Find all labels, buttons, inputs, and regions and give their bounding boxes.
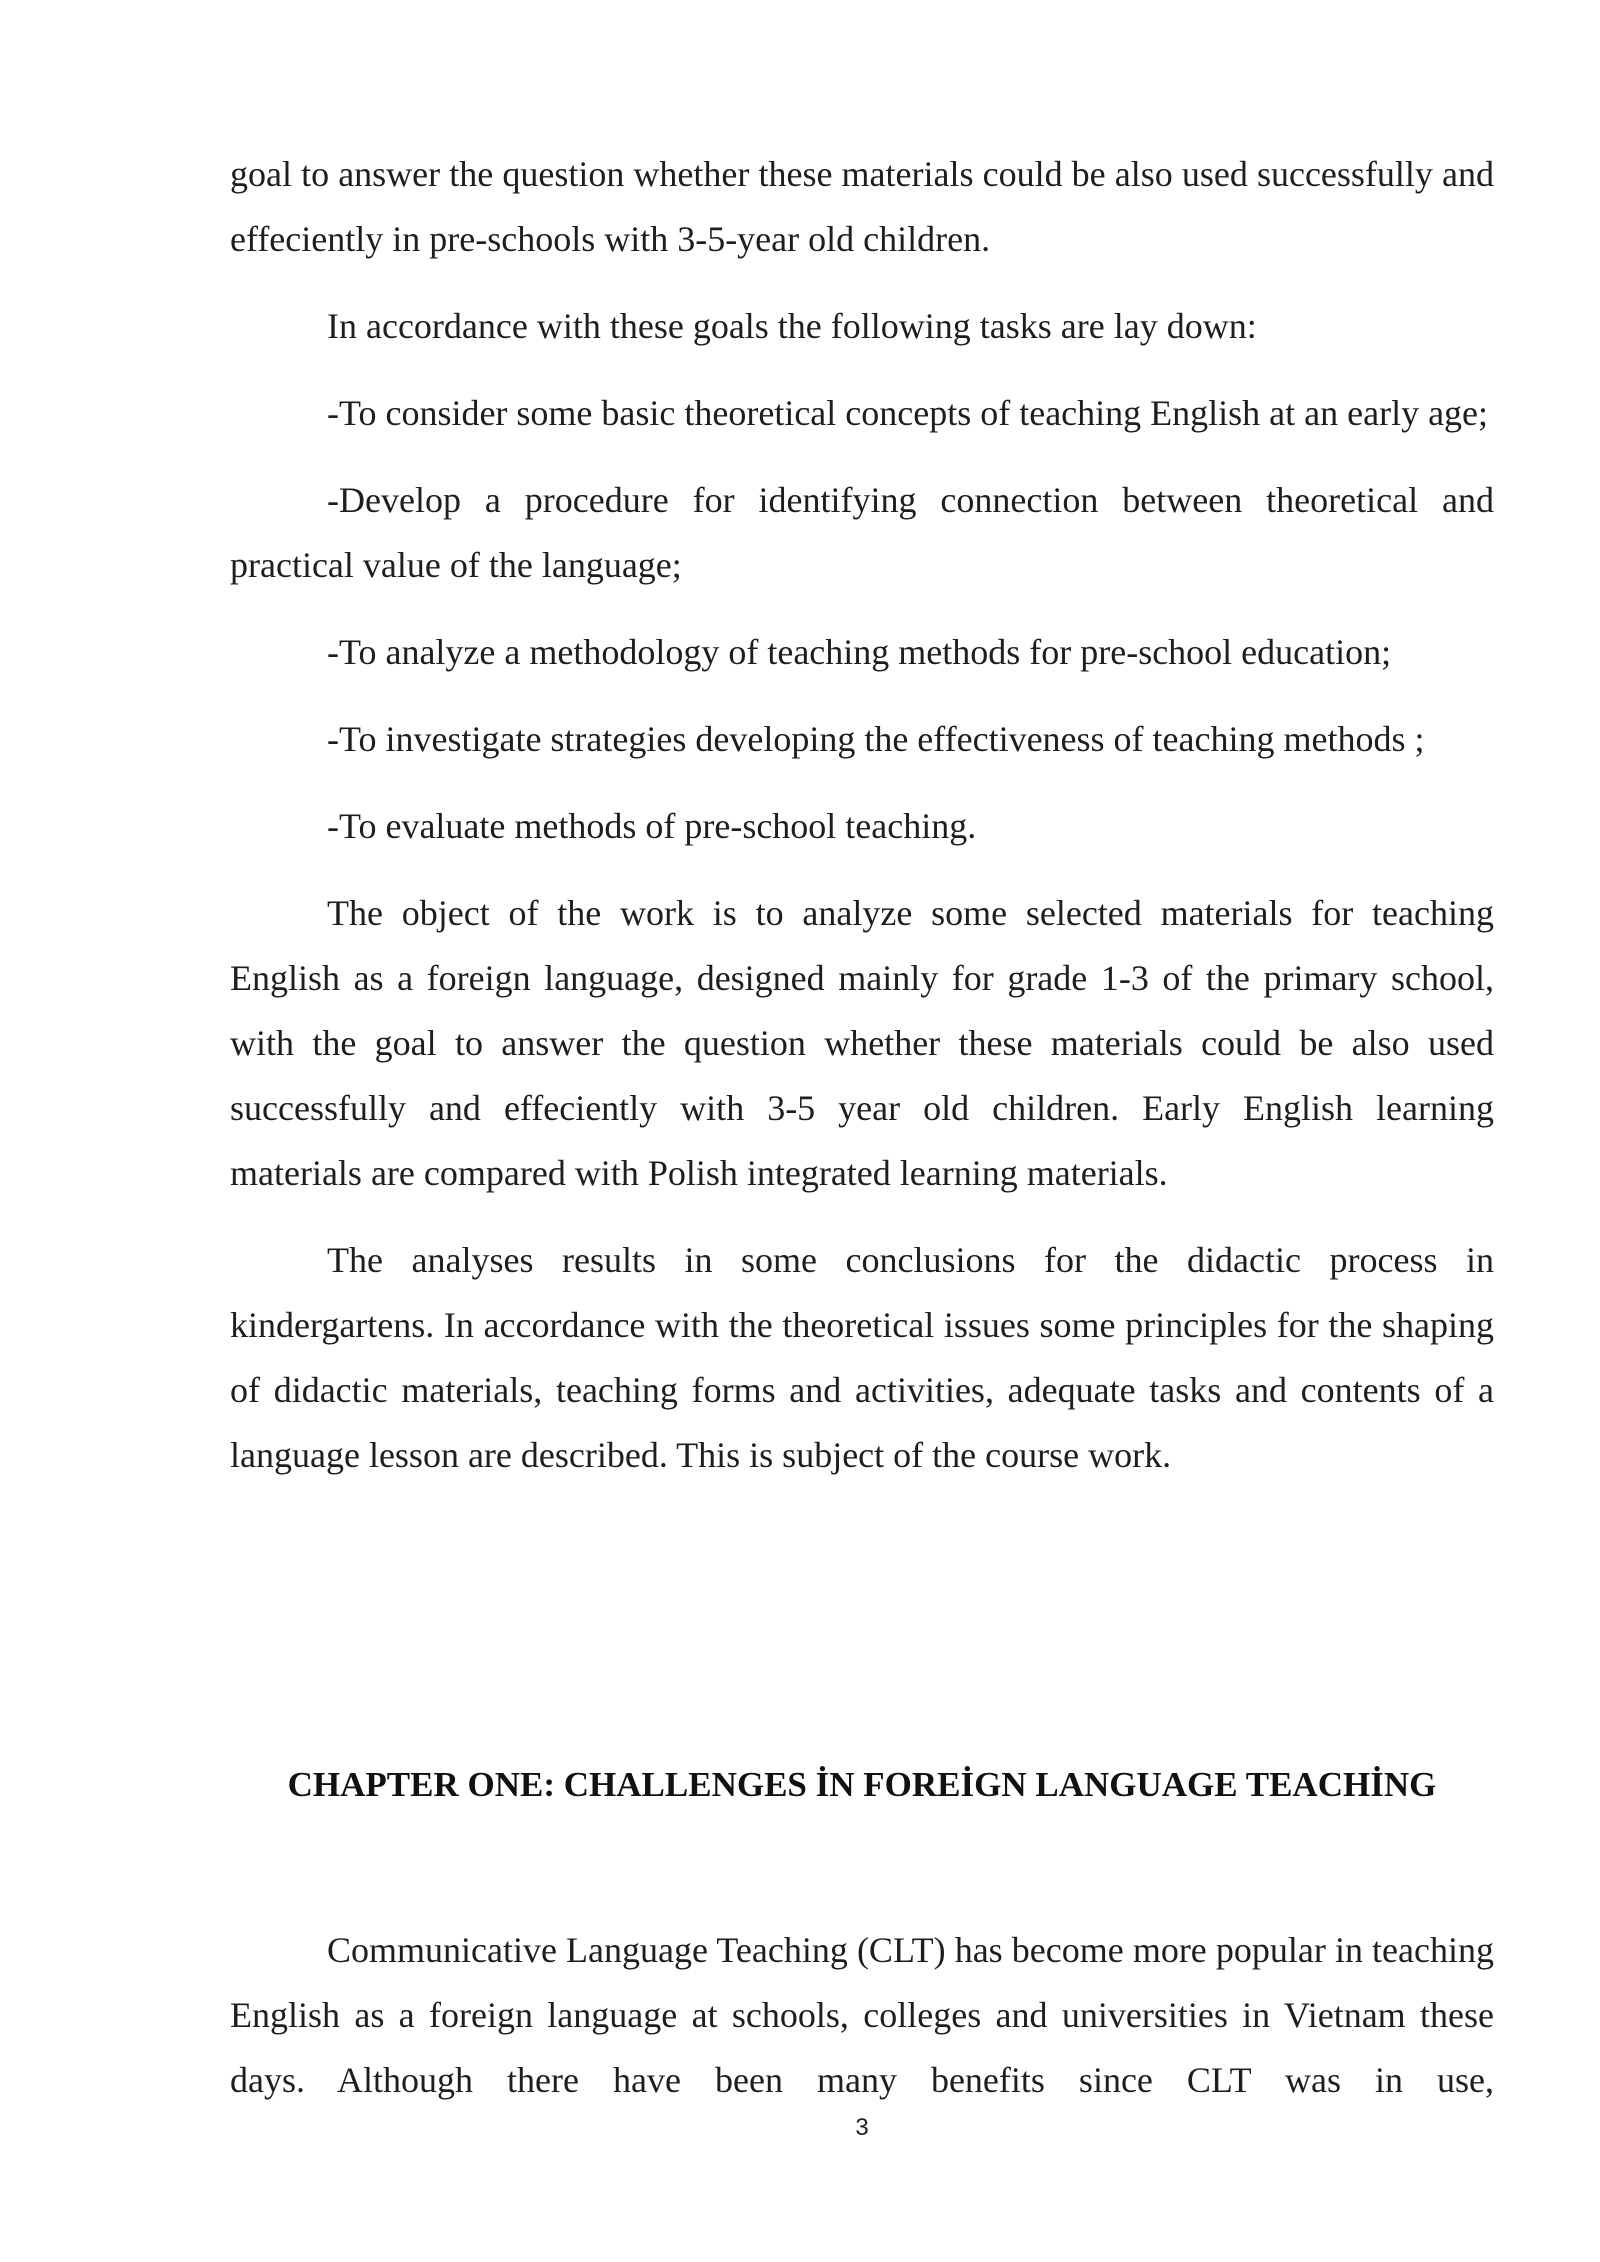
chapter-body-text — [230, 1918, 1494, 2113]
paragraph-tasks-intro: In accordance with these goals the following tasks are lay down: — [327, 306, 1257, 346]
body-text — [230, 142, 1494, 1510]
page-number: 3 — [855, 2114, 869, 2141]
task-item-evaluate-methods: -To evaluate methods of pre-school teaching. — [327, 806, 977, 846]
task-item-investigate-strategies: -To investigate strategies developing the effectiveness of teaching methods ; — [327, 719, 1425, 759]
paragraph-analyses-results: The analyses results in some conclusions for the didactic process in kindergartens. In accordance with the theoretical issues some principles for the shaping of didactic materials, teaching forms and activities, adequate tasks and contents of a language lesson are described. This is subject of the course work. — [230, 1240, 1494, 1475]
paragraph-object-of-work: The object of the work is to analyze some selected materials for teaching English as a foreign language, designed mainly for grade 1-3 of the primary school, with the goal to answer the question whether these materials could be also used successfully and effeciently with 3-5 year old children. Early English learning materials are compared with Polish integrated learning materials. — [230, 893, 1494, 1193]
paragraph-goal-continued: goal to answer the question whether these materials could be also used successfully and effeciently in pre-schools with 3-5-year old children. — [230, 154, 1494, 259]
paragraph-clt-intro: Communicative Language Teaching (CLT) has become more popular in teaching English as a foreign language at schools, colleges and universities in Vietnam these days. Although there have been many benefits since CLT was in use, — [230, 1930, 1494, 2100]
task-item-theoretical-concepts: -To consider some basic theoretical concepts of teaching English at an early age; — [327, 393, 1489, 433]
task-item-analyze-methodology: -To analyze a methodology of teaching methods for pre-school education; — [327, 632, 1392, 672]
chapter-heading: CHAPTER ONE: CHALLENGES İN FOREİGN LANGUAGE TEACHİNG — [287, 1765, 1437, 1804]
task-item-develop-procedure: -Develop a procedure for identifying connection between theoretical and practical value of the language; — [230, 480, 1494, 585]
